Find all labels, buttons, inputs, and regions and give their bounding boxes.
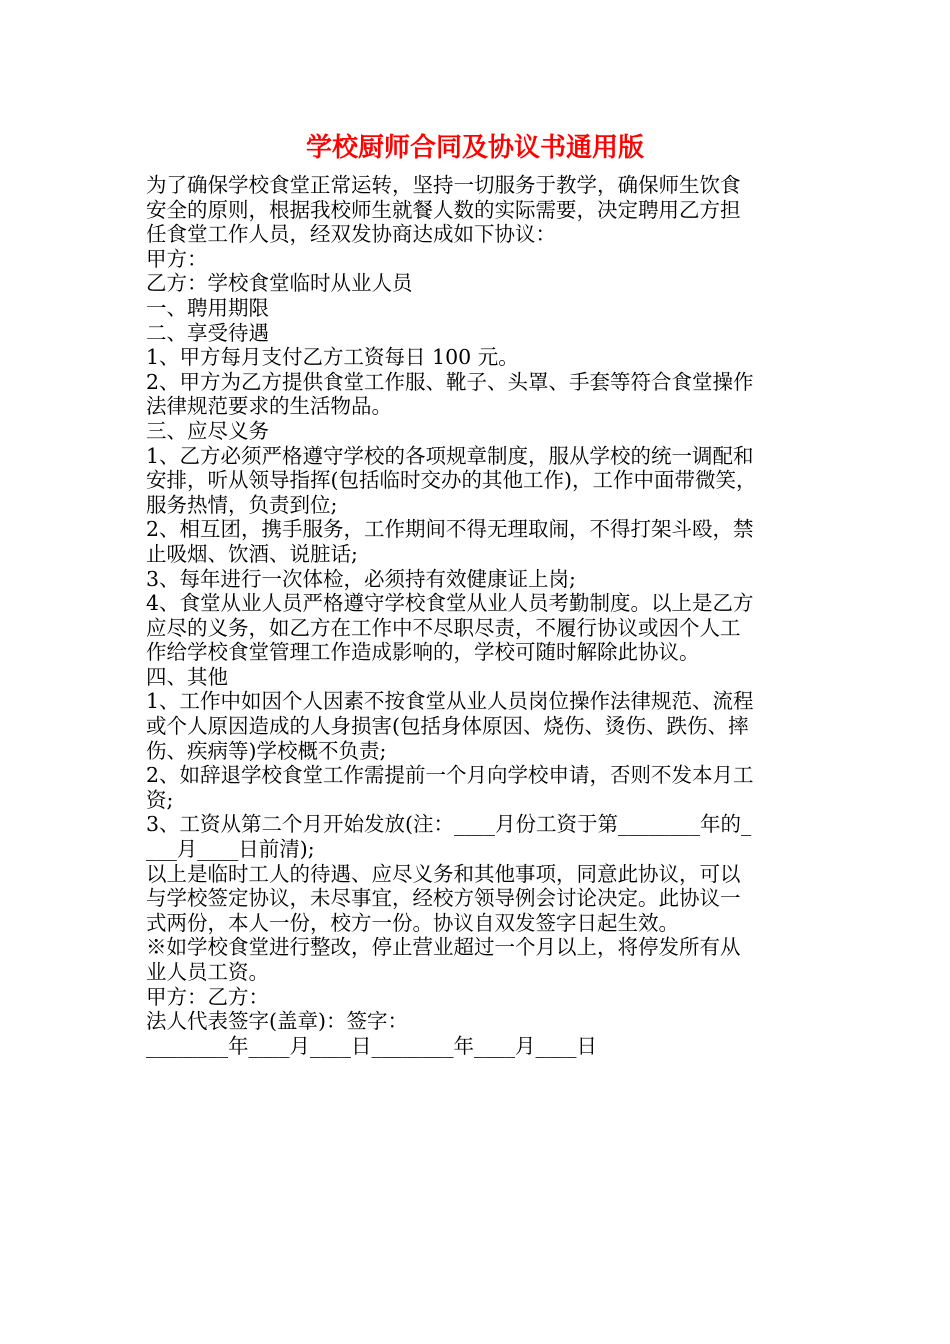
clause-line: 3、每年进行一次体检，必须持有效健康证上岗; [146, 566, 576, 591]
section-heading-2: 二、享受待遇 [146, 320, 269, 345]
clause-line: 安排，听从领导指挥(包括临时交办的其他工作)，工作中面带微笑， [146, 468, 757, 493]
body-line-2: 安全的原则，根据我校师生就餐人数的实际需要，决定聘用乙方担 [146, 197, 741, 222]
clause-line: ___月____日前清); [146, 837, 315, 862]
party-b-line: 乙方：学校食堂临时从业人员 [146, 271, 413, 296]
clause-line: 2、相互团，携手服务，工作期间不得无理取闹，不得打架斗殴，禁 [146, 517, 754, 542]
clause-line: 1、乙方必须严格遵守学校的各项规章制度，服从学校的统一调配和 [146, 443, 754, 468]
clause-line: 应尽的义务，如乙方在工作中不尽职尽责，不履行协议或因个人工 [146, 615, 741, 640]
party-a-line: 甲方： [146, 246, 208, 271]
document-title: 学校厨师合同及协议书通用版 [305, 133, 644, 163]
clause-line: 3、工资从第二个月开始发放(注：____月份工资于第________年的_ [146, 812, 752, 837]
clause-line: 伤、疾病等)学校概不负责; [146, 738, 387, 763]
body-line-1: 为了确保学校食堂正常运转，坚持一切服务于教学，确保师生饮食 [146, 173, 741, 197]
clause-line: 4、食堂从业人员严格遵守学校食堂从业人员考勤制度。以上是乙方 [146, 591, 754, 616]
section-heading-4: 四、其他 [146, 664, 228, 689]
signature-label-line: 法人代表签字(盖章)：签字： [146, 1009, 408, 1034]
clause-line: 1、工作中如因个人因素不按食堂从业人员岗位操作法律规范、流程 [146, 689, 754, 714]
closing-line: 式两份，本人一份，校方一份。协议自双发签字日起生效。 [146, 910, 679, 935]
note-line: 业人员工资。 [146, 960, 269, 984]
section-heading-3: 三、应尽义务 [146, 418, 269, 443]
clause-line: 2、如辞退学校食堂工作需提前一个月向学校申请，否则不发本月工 [146, 763, 754, 788]
signature-parties-line: 甲方：乙方： [146, 984, 269, 1009]
signature-date-line: ________年____月____日________年____月____日 [146, 1033, 597, 1058]
note-line: ※如学校食堂进行整改，停止营业超过一个月以上，将停发所有从 [146, 935, 741, 960]
clause-line: 作给学校食堂管理工作造成影响的，学校可随时解除此协议。 [146, 640, 700, 665]
clause-line: 或个人原因造成的人身损害(包括身体原因、烧伤、烫伤、跌伤、摔 [146, 714, 749, 739]
section-heading-1: 一、聘用期限 [146, 295, 269, 320]
clause-line: 1、甲方每月支付乙方工资每日 100 元。 [146, 345, 519, 370]
body-line-3: 任食堂工作人员，经双发协商达成如下协议： [146, 222, 556, 247]
clause-line: 止吸烟、饮酒、说脏话; [146, 541, 358, 566]
clause-line: 法律规范要求的生活物品。 [146, 394, 392, 419]
closing-line: 与学校签定协议，未尽事宜，经校方领导例会讨论决定。此协议一 [146, 886, 741, 911]
document-body [146, 173, 816, 1058]
clause-line: 服务热情，负责到位; [146, 492, 338, 517]
clause-line: 2、甲方为乙方提供食堂工作服、靴子、头罩、手套等符合食堂操作 [146, 369, 754, 394]
closing-line: 以上是临时工人的待遇、应尽义务和其他事项，同意此协议，可以 [146, 861, 741, 886]
clause-line: 资; [146, 787, 174, 812]
